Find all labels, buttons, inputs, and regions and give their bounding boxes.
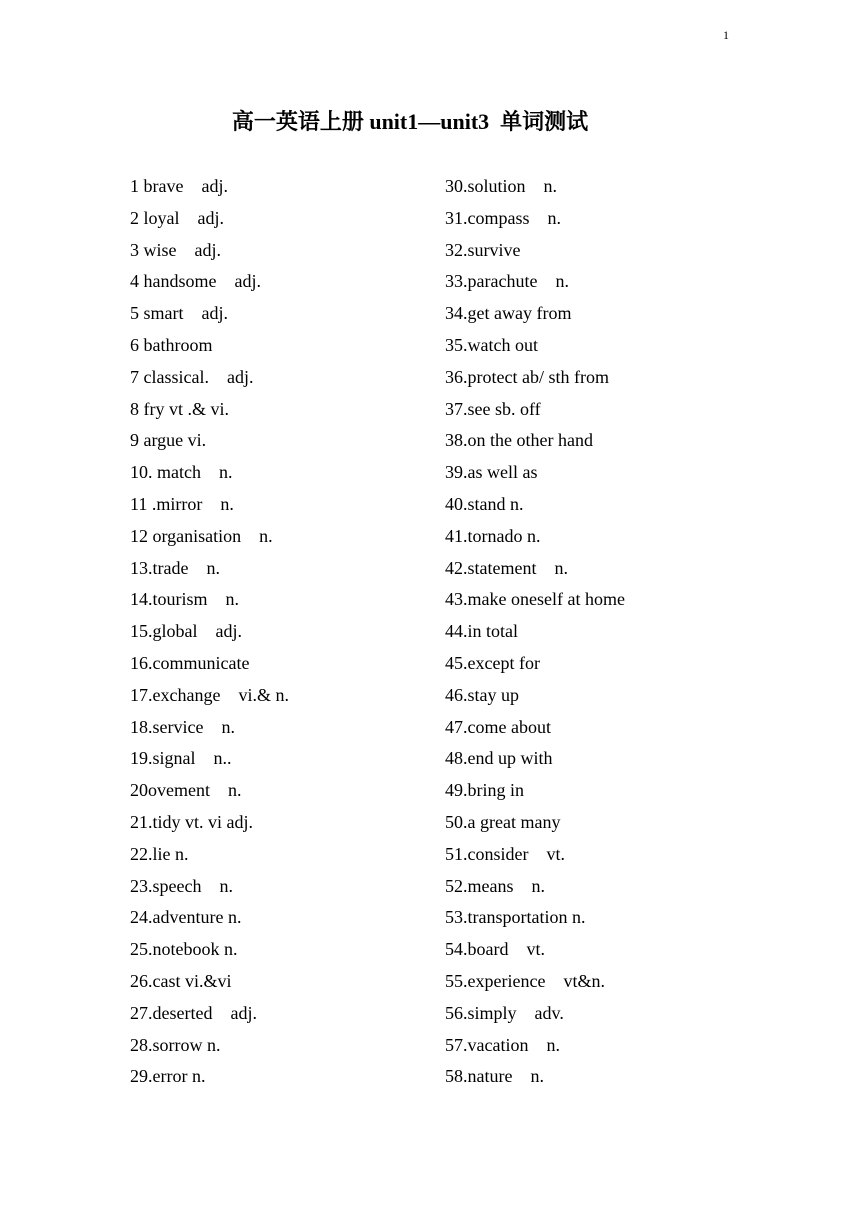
vocabulary-item: 54.board vt.	[445, 939, 545, 960]
vocabulary-item: 45.except for	[445, 652, 540, 673]
vocabulary-item: 49.bring in	[445, 780, 524, 801]
vocabulary-item: 56.simply adv.	[445, 1002, 564, 1023]
vocabulary-item: 35.watch out	[445, 334, 538, 355]
vocabulary-item: 22.lie n.	[130, 843, 189, 864]
vocabulary-item: 16.communicate	[130, 652, 250, 673]
vocabulary-item: 24.adventure n.	[130, 907, 242, 928]
vocabulary-column-left	[130, 171, 430, 1093]
vocabulary-item: 26.cast vi.&vi	[130, 970, 232, 991]
vocabulary-item: 25.notebook n.	[130, 939, 238, 960]
vocabulary-item: 46.stay up	[445, 684, 519, 705]
vocabulary-item: 4 handsome adj.	[130, 271, 261, 292]
vocabulary-item: 39.as well as	[445, 462, 538, 483]
vocabulary-item: 11 .mirror n.	[130, 493, 234, 514]
vocabulary-item: 44.in total	[445, 621, 518, 642]
vocabulary-item: 48.end up with	[445, 748, 553, 769]
vocabulary-item: 42.statement n.	[445, 557, 568, 578]
vocabulary-item: 10. match n.	[130, 462, 233, 483]
vocabulary-item: 27.deserted adj.	[130, 1002, 257, 1023]
vocabulary-item: 53.transportation n.	[445, 907, 586, 928]
vocabulary-item: 28.sorrow n.	[130, 1034, 221, 1055]
vocabulary-item: 15.global adj.	[130, 621, 242, 642]
vocabulary-item: 52.means n.	[445, 875, 545, 896]
vocabulary-item: 38.on the other hand	[445, 430, 593, 451]
vocabulary-item: 23.speech n.	[130, 875, 233, 896]
vocabulary-item: 36.protect ab/ sth from	[445, 366, 609, 387]
vocabulary-item: 2 loyal adj.	[130, 207, 224, 228]
vocabulary-item: 58.nature n.	[445, 1066, 544, 1087]
vocabulary-item: 32.survive	[445, 239, 521, 260]
vocabulary-item: 6 bathroom	[130, 334, 213, 355]
vocabulary-item: 55.experience vt&n.	[445, 970, 605, 991]
vocabulary-item: 9 argue vi.	[130, 430, 207, 451]
vocabulary-item: 18.service n.	[130, 716, 235, 737]
vocabulary-item: 47.come about	[445, 716, 551, 737]
page-number: 1	[723, 28, 729, 42]
vocabulary-item: 37.see sb. off	[445, 398, 541, 419]
vocabulary-item: 8 fry vt .& vi.	[130, 398, 229, 419]
vocabulary-item: 20ovement n.	[130, 780, 242, 801]
vocabulary-item: 12 organisation n.	[130, 525, 273, 546]
vocabulary-item: 51.consider vt.	[445, 843, 565, 864]
vocabulary-item: 13.trade n.	[130, 557, 220, 578]
vocabulary-item: 3 wise adj.	[130, 239, 221, 260]
vocabulary-item: 1 brave adj.	[130, 176, 228, 196]
vocabulary-item: 57.vacation n.	[445, 1034, 560, 1055]
vocabulary-item: 14.tourism n.	[130, 589, 240, 610]
vocabulary-item: 5 smart adj.	[130, 303, 228, 324]
vocabulary-item: 41.tornado n.	[445, 525, 541, 546]
vocabulary-item: 30.solution n.	[445, 176, 558, 196]
vocabulary-item: 34.get away from	[445, 303, 572, 324]
vocabulary-item: 29.error n.	[130, 1066, 206, 1087]
vocabulary-item: 17.exchange vi.& n.	[130, 684, 289, 705]
vocabulary-item: 50.a great many	[445, 811, 561, 832]
vocabulary-item: 40.stand n.	[445, 493, 524, 514]
vocabulary-item: 21.tidy vt. vi adj.	[130, 811, 253, 832]
vocabulary-column-right	[445, 171, 825, 1093]
vocabulary-item: 19.signal n..	[130, 748, 232, 769]
document-title: 高一英语上册 unit1—unit3 单词测试	[231, 109, 589, 134]
vocabulary-item: 7 classical. adj.	[130, 366, 254, 387]
vocabulary-item: 33.parachute n.	[445, 271, 569, 292]
vocabulary-item: 31.compass n.	[445, 207, 561, 228]
vocabulary-item: 43.make oneself at home	[445, 589, 625, 610]
